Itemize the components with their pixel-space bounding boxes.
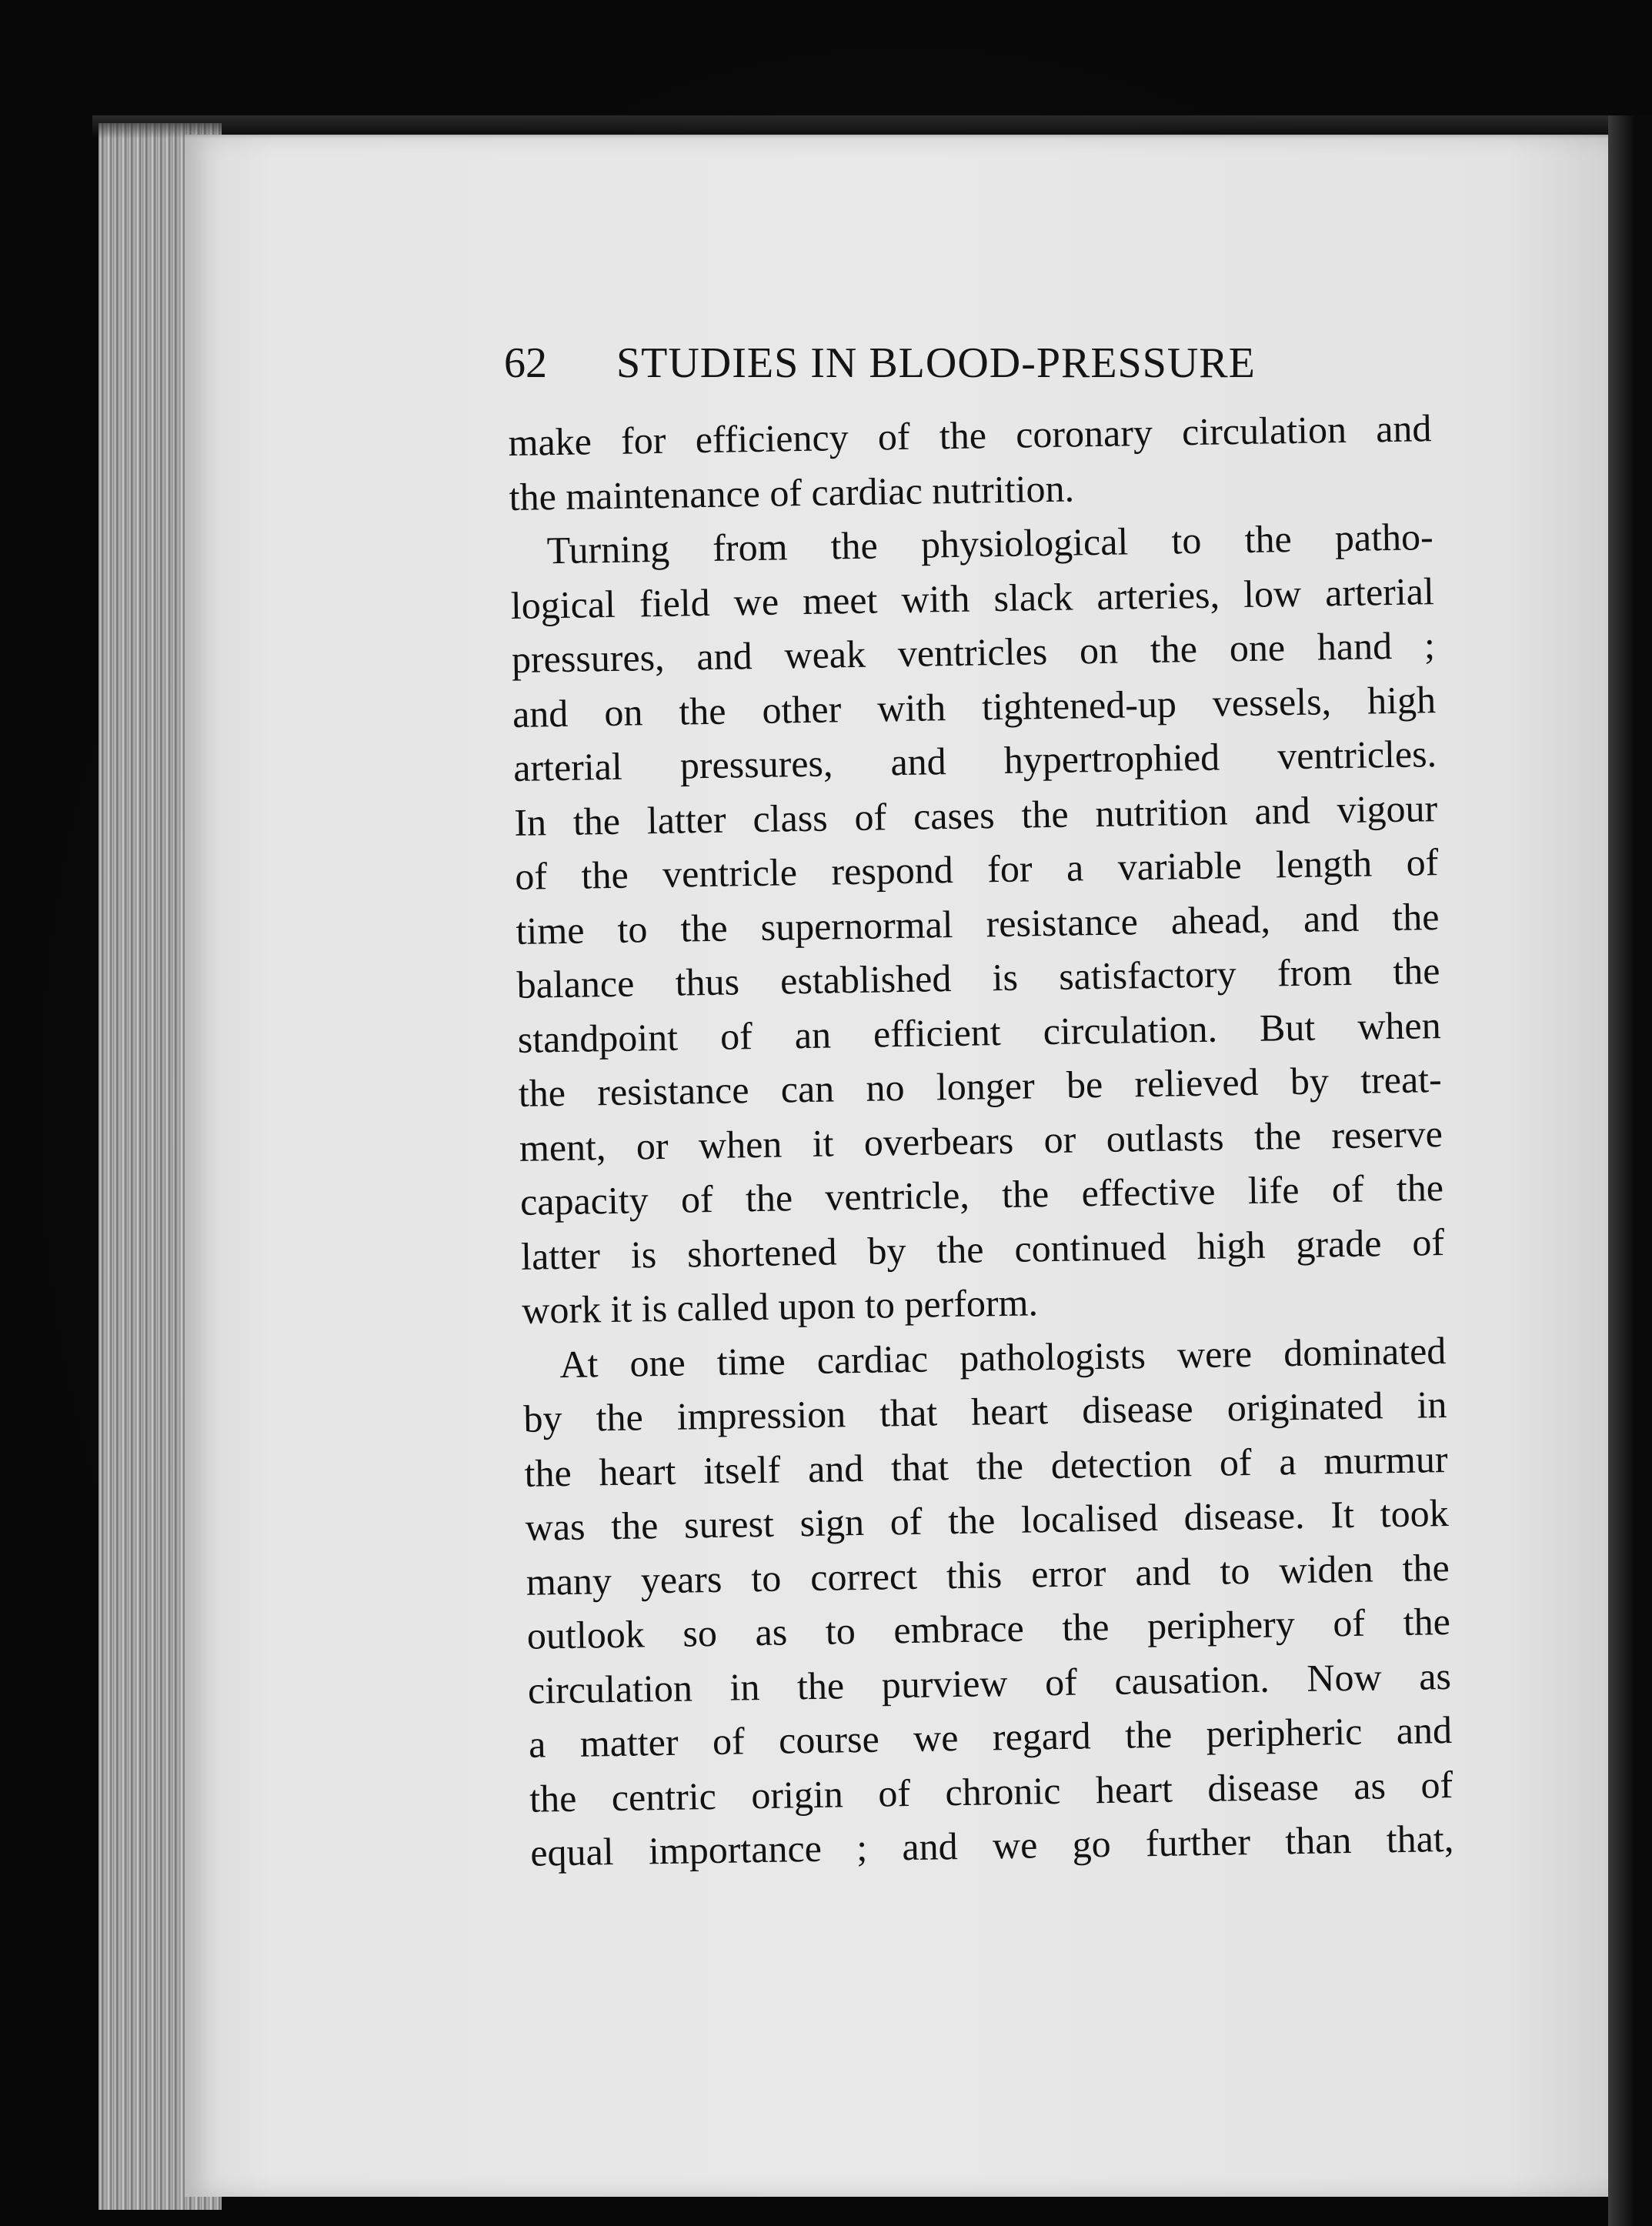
running-head <box>504 339 1312 400</box>
text-line: the heart itself and that the detection of a murmur <box>524 1437 1448 1495</box>
text-line: balance thus established is satisfactory from the <box>516 949 1440 1006</box>
text-line: work it is called upon to perform. <box>521 1280 1039 1332</box>
text-line: of the ventricle respond for a variable length of <box>514 840 1439 898</box>
text-line: capacity of the ventricle, the effective life of the <box>519 1166 1444 1223</box>
text-line: At one time cardiac pathologists were dominated <box>559 1328 1447 1386</box>
text-line: outlook so as to embrace the periphery of the <box>526 1599 1451 1657</box>
text-line: a matter of course we regard the peripheric and <box>528 1707 1453 1766</box>
text-line: ment, or when it overbears or outlasts the reserve <box>519 1111 1443 1170</box>
top-shadow <box>92 115 1631 138</box>
running-title: STUDIES IN BLOOD-PRESSURE <box>616 339 1256 387</box>
text-line: the resistance can no longer be relieved by treat- <box>518 1057 1443 1115</box>
text-line: time to the supernormal resistance ahead, and the <box>516 894 1440 953</box>
text-line: equal importance ; and we go further than that, <box>529 1816 1454 1874</box>
text-line: arterial pressures, and hypertrophied ventricles. <box>512 732 1437 789</box>
gutter-shadow <box>1608 115 1652 2226</box>
text-line: pressures, and weak ventricles on the one hand ; <box>511 623 1436 681</box>
page-number: 62 <box>504 339 547 387</box>
text-line: circulation in the purview of causation. Now as <box>527 1654 1452 1712</box>
body-text <box>508 401 1454 1880</box>
text-line: Turning from the physiological to the patho- <box>546 515 1434 572</box>
text-line: the centric origin of chronic heart disease as of <box>529 1762 1453 1821</box>
text-line: many years to correct this error and to widen the <box>526 1545 1450 1604</box>
text-line: make for efficiency of the coronary circulation and <box>508 406 1432 464</box>
text-line: In the latter class of cases the nutrition and vigour <box>513 786 1438 844</box>
text-line: and on the other with tightened-up vessels, high <box>512 677 1437 736</box>
text-line: the maintenance of cardiac nutrition. <box>509 466 1075 519</box>
text-line: was the surest sign of the localised disease. It took <box>525 1490 1449 1549</box>
text-line: standpoint of an efficient circulation. But when <box>517 1003 1442 1061</box>
text-line: latter is shortened by the continued high grade of <box>520 1220 1445 1278</box>
text-line: by the impression that heart disease originated in <box>523 1382 1447 1440</box>
text-line: logical field we meet with slack arteries, low arterial <box>510 569 1435 627</box>
